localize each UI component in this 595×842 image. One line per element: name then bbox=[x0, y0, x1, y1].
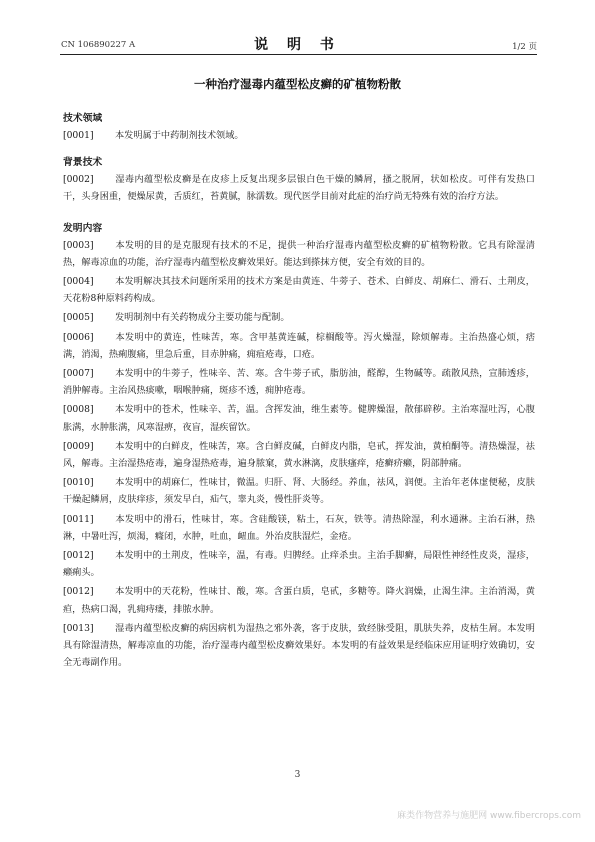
paragraph-text: 湿毒内蕴型松皮癣是在皮疹上反复出现多层银白色干燥的鳞屑，搔之脱屑，状如松皮。可伴有发热口干，头身困重，便燥尿黄，舌质红，苔黄腻，脉濡数。现代医学目前对此症的治疗尚无特殊有效的治疗方法。 bbox=[63, 174, 535, 203]
paragraph-number: [0007] bbox=[63, 368, 94, 380]
section-heading: 发明内容 bbox=[63, 222, 103, 234]
paragraph-text: 本发明中的黄连，性味苦，寒。含甲基黄连碱，棕榈酸等。泻火燥湿，除烦解毒。主治热盛心烦，痞满，消渴，热痢腹痛，里急后重，目赤肿痛，痈疽疮毒，口疮。 bbox=[63, 331, 535, 360]
paragraph bbox=[63, 127, 535, 144]
paragraph bbox=[63, 237, 535, 271]
paragraph-number: [0005] bbox=[63, 312, 94, 324]
paragraph-text: 本发明中的牛蒡子，性味辛、苦、寒。含牛蒡子甙，脂肪油，醛醇，生物碱等。疏散风热，宣肺透疹，消肿解毒。主治风热痰嗽，咽喉肿痛，斑疹不透，痈肿疮毒。 bbox=[63, 368, 535, 397]
paragraph bbox=[63, 474, 535, 508]
page-indicator: 1/2 页 bbox=[512, 42, 537, 52]
section-technical-field bbox=[63, 110, 535, 144]
paragraph bbox=[63, 511, 535, 545]
paragraph-number: [0010] bbox=[63, 477, 94, 489]
paragraph-text: 湿毒内蕴型松皮癣的病因病机为湿热之邪外袭，客于皮肤，致经脉受阻，肌肤失养，皮枯生屑。本发明具有除湿清热，解毒凉血的功能，治疗湿毒内蕴型松皮癣效果好。本发明的有益效果是经临床应用证明疗效确切，安全无毒副作用。 bbox=[63, 622, 535, 669]
paragraph-number: [0013] bbox=[63, 622, 94, 634]
paragraph-text: 本发明的目的是克服现有技术的不足，提供一种治疗湿毒内蕴型松皮癣的矿植物粉散。它具有除湿清热，解毒凉血的功能，治疗湿毒内蕴型松皮癣效果好。能达到搽抹方便，安全有效的目的。 bbox=[63, 239, 535, 268]
paragraph-number: [0006] bbox=[63, 331, 94, 343]
section-heading: 技术领域 bbox=[63, 113, 103, 124]
paragraph bbox=[63, 365, 535, 399]
paragraph-text: 本发明中的白鲜皮，性味苦，寒。含白鲜皮碱，白鲜皮内脂，皂甙，挥发油，黄柏酮等。清热燥湿，祛风，解毒。主治湿热疮毒，遍身湿热疮毒，遍身脓窠，黄水淋漓，皮肤瘙痒，疮癣疥癞，阴部肿痛。 bbox=[63, 440, 535, 470]
paragraph-text: 本发明中的胡麻仁，性味甘，微温。归肝、肾、大肠经。养血，祛风，润便。主治年老体虚便秘，皮肤干燥起鳞屑，皮肤痒疹，须发早白，疝气，睾丸炎，慢性肝炎等。 bbox=[63, 477, 535, 506]
paragraph bbox=[63, 171, 535, 205]
paragraph-text: 发明制剂中有关药物成分主要功能与配制。 bbox=[115, 312, 290, 324]
document-type-heading: 说 明 书 bbox=[254, 37, 341, 53]
paragraph-text: 本发明解决其技术问题所采用的技术方案是由黄连、牛蒡子、苍术、白鲜皮、胡麻仁、滑石、土荆皮，天花粉8种原料药构成。 bbox=[63, 276, 535, 305]
paragraph bbox=[63, 620, 535, 672]
paragraph-number: [0004] bbox=[63, 276, 94, 288]
patent-number: CN 106890227 A bbox=[61, 40, 136, 50]
paragraph-text: 本发明属于中药制剂技术领域。 bbox=[115, 130, 244, 141]
paragraph-number: [0012] bbox=[63, 586, 94, 598]
header-divider bbox=[60, 54, 537, 55]
paragraph-number: [0008] bbox=[63, 404, 94, 416]
paragraph bbox=[63, 309, 535, 326]
document-body bbox=[63, 110, 535, 673]
paragraph-text: 本发明中的土荆皮，性味辛，温，有毒。归脾经。止痒杀虫。主治手脚癣，局限性神经性皮炎，湿疹，癞痢头。 bbox=[63, 550, 535, 579]
page-number: 3 bbox=[294, 770, 301, 780]
section-heading: 背景技术 bbox=[63, 157, 103, 169]
paragraph-text: 本发明中的天花粉，性味甘、酸，寒。含蛋白质，皂甙，多糖等。降火润燥，止渴生津。主治消渴，黄疸，热病口渴，乳痈痔瘘，排脓水肿。 bbox=[63, 586, 535, 615]
paragraph bbox=[63, 583, 535, 617]
paragraph-number: [0012] bbox=[63, 550, 94, 562]
paragraph-number: [0002] bbox=[63, 174, 94, 186]
document-title: 一种治疗湿毒内蕴型松皮癣的矿植物粉散 bbox=[194, 77, 401, 91]
paragraph-number: [0011] bbox=[63, 513, 94, 525]
paragraph-number: [0009] bbox=[63, 440, 94, 452]
paragraph bbox=[63, 547, 535, 581]
paragraph-text: 本发明中的苍术，性味辛、苦，温。含挥发油，维生素等。健脾燥湿，散郁辟秽。主治寒湿吐泻，心腹胀满，水肿胀满，风寒湿痹，夜盲，湿疾留饮。 bbox=[63, 404, 535, 433]
paragraph bbox=[63, 329, 535, 363]
section-background-art bbox=[63, 154, 535, 205]
paragraph bbox=[63, 401, 535, 435]
paragraph-number: [0003] bbox=[63, 239, 94, 251]
paragraph-number: [0001] bbox=[63, 130, 94, 141]
watermark-text: 麻类作物营养与施肥网 www.fibercrops.com bbox=[397, 811, 581, 821]
paragraph bbox=[63, 273, 535, 307]
paragraph bbox=[63, 438, 535, 472]
section-invention-content bbox=[63, 220, 535, 672]
paragraph-text: 本发明中的滑石，性味甘，寒。含硅酸镁，粘土，石灰，铁等。清热除湿，利水通淋。主治石淋，热淋，中暑吐泻，烦渴，癃闭，水肿，吐血，衄血。外治皮肤湿烂，金疮。 bbox=[63, 513, 535, 542]
